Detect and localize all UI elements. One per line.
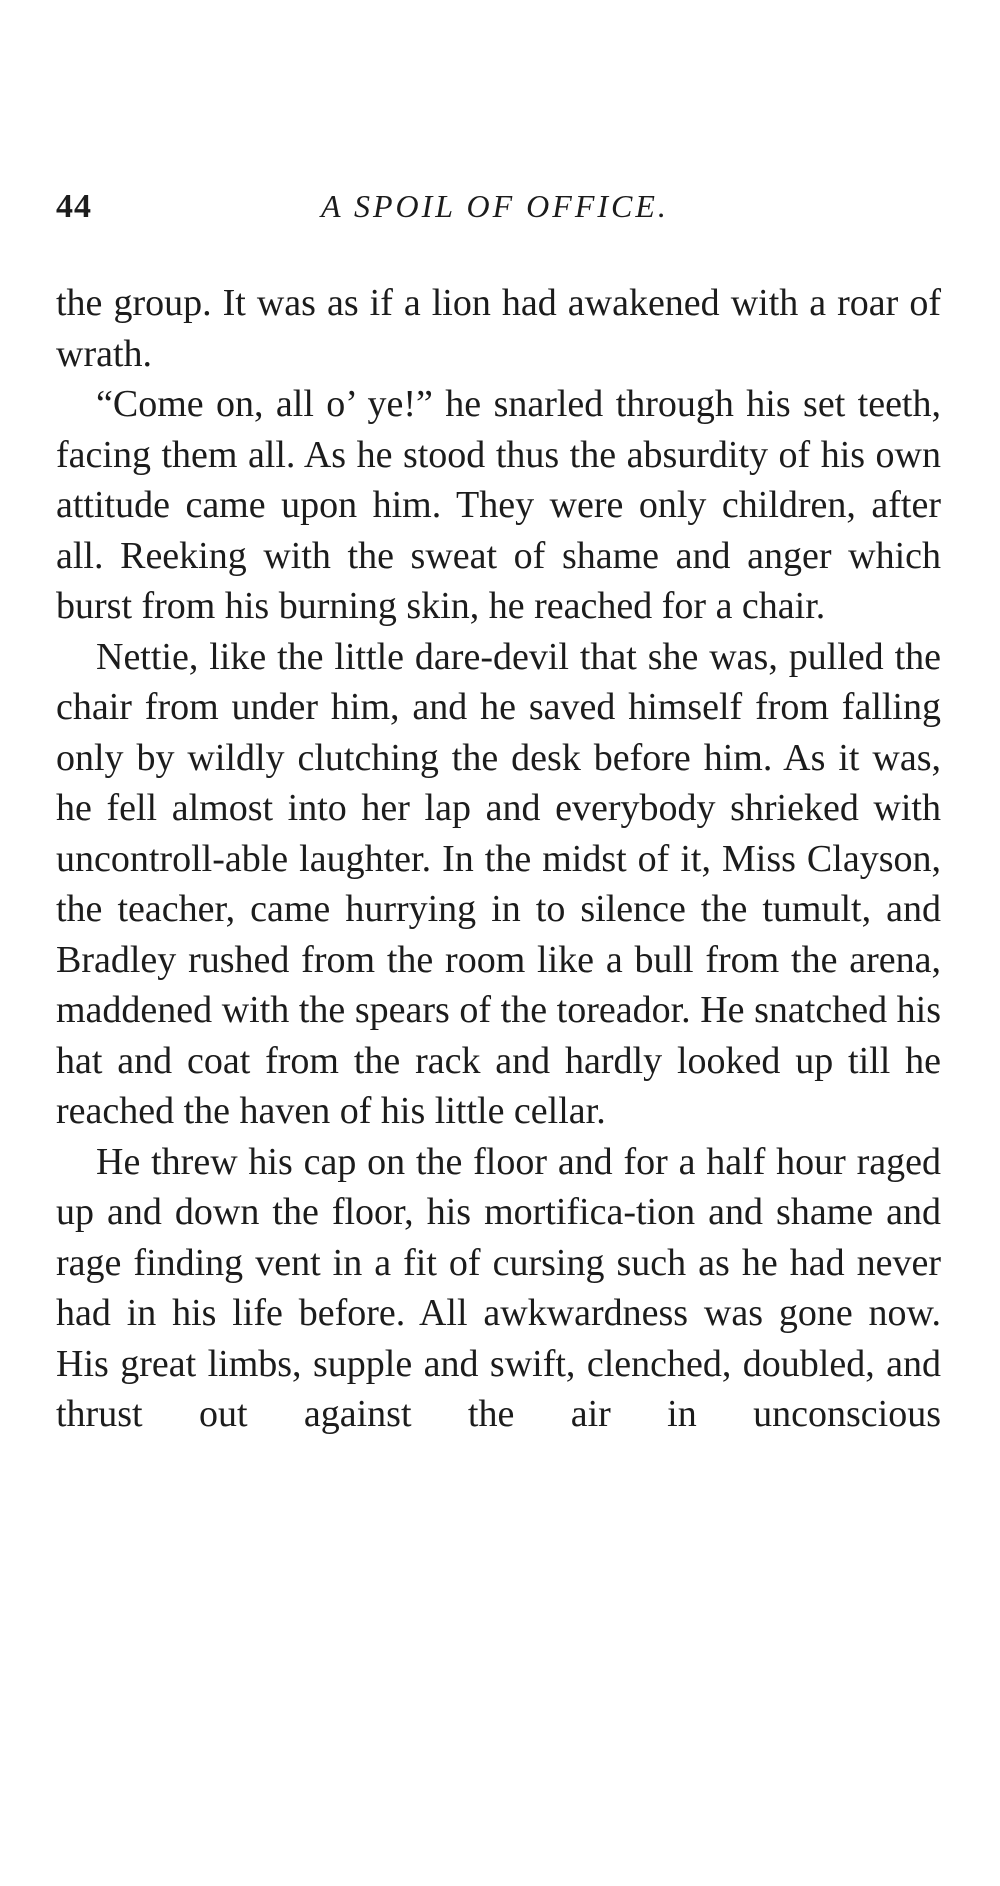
paragraph-3: Nettie, like the little dare-devil that she was, pulled the chair from under him, and he saved himself from falling only by wildly clutching the desk before him. As it was, he fell almost into her lap and everybody shrieked with uncontroll-able laughter. In the midst of it, Miss Clayson, the teacher, came hurrying in to silence the tumult, and Bradley rushed from the room like a bull from the arena, maddened with the spears of the toreador. He snatched his hat and coat from the rack and hardly looked up till he reached the haven of his little cellar. [56, 635, 941, 1132]
page-header [56, 188, 941, 238]
page-number: 44 [56, 188, 92, 225]
paragraph-1: the group. It was as if a lion had awakened with a roar of wrath. [56, 282, 941, 375]
paragraph-2: “Come on, all o’ ye!” he snarled through his set teeth, facing them all. As he stood thus the absurdity of his own attitude came upon him. They were only children, after all. Reeking with the sweat of shame and anger which burst from his burning skin, he reached for a chair. [56, 383, 941, 627]
paragraph-4: He threw his cap on the floor and for a half hour raged up and down the floor, his mortifica-tion and shame and rage finding vent in a fit of cursing such as he had never had in his life before. All awkwardness was gone now. His great limbs, supple and swift, clenched, doubled, and thrust out against the air in unconscious [56, 1140, 941, 1435]
running-head: A SPOIL OF OFFICE. [321, 188, 669, 224]
body-text [56, 278, 941, 1440]
